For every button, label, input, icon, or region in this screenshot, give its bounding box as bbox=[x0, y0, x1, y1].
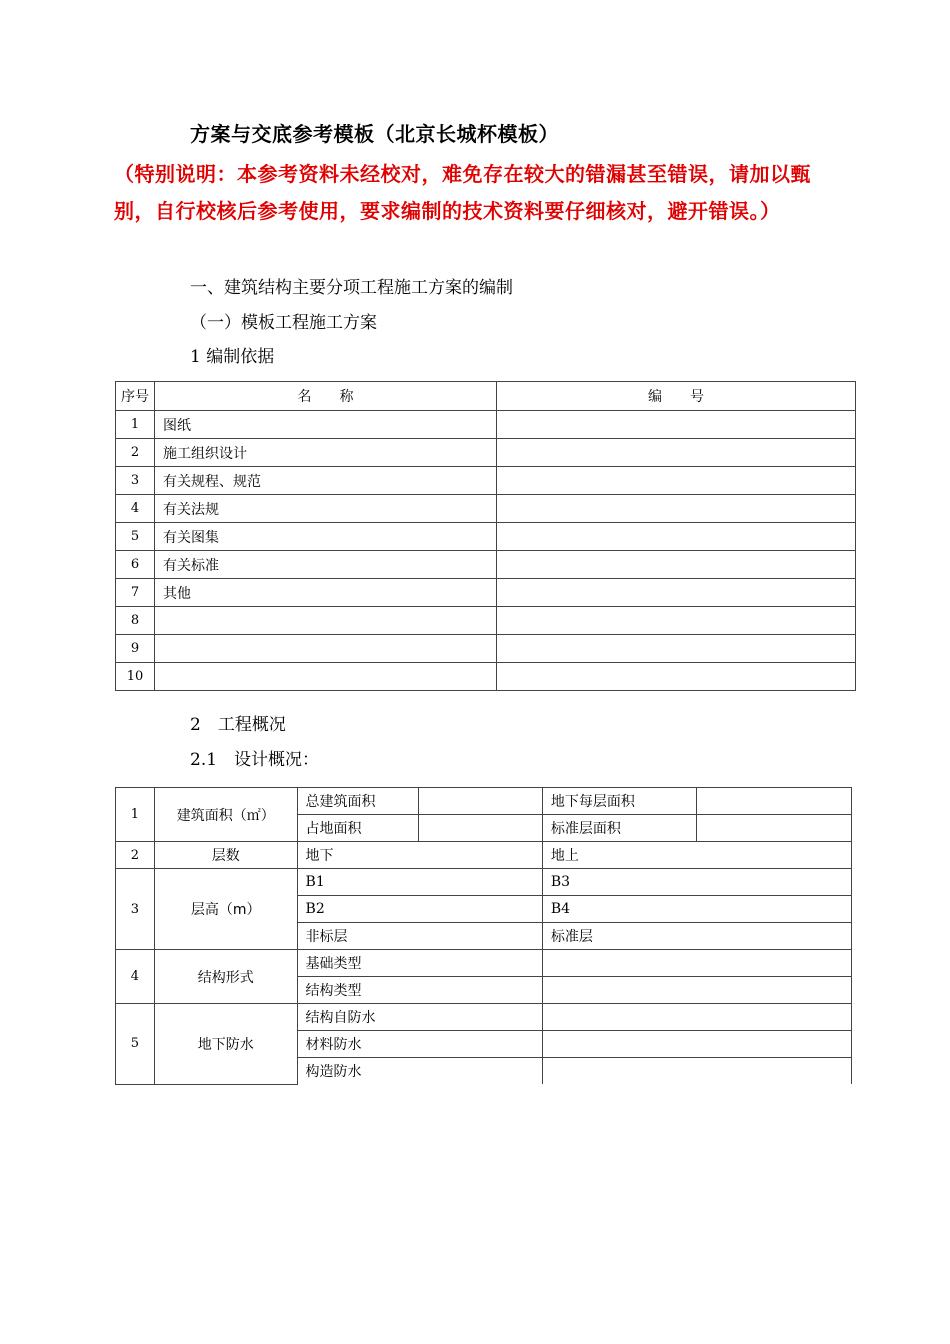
row-name: 施工组织设计 bbox=[155, 439, 497, 467]
field-label: 地下 bbox=[297, 842, 542, 869]
row-name: 其他 bbox=[155, 579, 497, 607]
design-overview-table bbox=[115, 787, 852, 1085]
row-num: 2 bbox=[116, 439, 155, 467]
field-value bbox=[697, 788, 852, 815]
field-label: 结构自防水 bbox=[297, 1004, 542, 1031]
field-label: 基础类型 bbox=[297, 950, 542, 977]
field-value bbox=[542, 1004, 851, 1031]
field-label: 占地面积 bbox=[297, 815, 419, 842]
field-label: B4 bbox=[542, 896, 851, 923]
row-name bbox=[155, 663, 497, 691]
table-row bbox=[116, 467, 856, 495]
table-row bbox=[116, 579, 856, 607]
row-code bbox=[497, 635, 856, 663]
row-num: 4 bbox=[116, 950, 155, 1004]
row-code bbox=[497, 495, 856, 523]
field-label: 标准层面积 bbox=[542, 815, 697, 842]
header-num: 序号 bbox=[116, 382, 155, 411]
field-label: 总建筑面积 bbox=[297, 788, 419, 815]
row-num: 3 bbox=[116, 467, 155, 495]
table-row bbox=[116, 495, 856, 523]
table-header-row bbox=[116, 382, 856, 411]
row-code bbox=[497, 607, 856, 635]
field-label: 结构类型 bbox=[297, 977, 542, 1004]
basis-heading: 1 编制依据 bbox=[190, 347, 275, 367]
field-value bbox=[542, 977, 851, 1004]
overview-heading: 2 工程概况 bbox=[190, 715, 286, 735]
table-row bbox=[116, 523, 856, 551]
row-num: 1 bbox=[116, 411, 155, 439]
row-name: 有关法规 bbox=[155, 495, 497, 523]
table-row bbox=[116, 869, 852, 896]
row-category: 建筑面积（㎡） bbox=[154, 788, 297, 842]
table-row bbox=[116, 439, 856, 467]
row-code bbox=[497, 663, 856, 691]
field-label: 材料防水 bbox=[297, 1031, 542, 1058]
row-code bbox=[497, 523, 856, 551]
row-code bbox=[497, 439, 856, 467]
basis-table bbox=[115, 381, 856, 691]
table-row bbox=[116, 411, 856, 439]
table-row bbox=[116, 635, 856, 663]
field-label: 地上 bbox=[542, 842, 851, 869]
row-num: 10 bbox=[116, 663, 155, 691]
table-row bbox=[116, 788, 852, 815]
row-code bbox=[497, 579, 856, 607]
field-label: 构造防水 bbox=[297, 1058, 542, 1085]
table-row bbox=[116, 551, 856, 579]
section-heading: 一、建筑结构主要分项工程施工方案的编制 bbox=[190, 278, 513, 298]
row-num: 8 bbox=[116, 607, 155, 635]
table-row bbox=[116, 663, 856, 691]
row-num: 4 bbox=[116, 495, 155, 523]
row-num: 1 bbox=[116, 788, 155, 842]
field-value bbox=[542, 1031, 851, 1058]
field-label: 非标层 bbox=[297, 923, 542, 950]
field-label: 标准层 bbox=[542, 923, 851, 950]
table-row bbox=[116, 842, 852, 869]
row-name bbox=[155, 607, 497, 635]
field-value bbox=[697, 815, 852, 842]
row-num: 2 bbox=[116, 842, 155, 869]
row-num: 5 bbox=[116, 523, 155, 551]
field-label: B1 bbox=[297, 869, 542, 896]
row-name: 有关图集 bbox=[155, 523, 497, 551]
row-category: 层数 bbox=[154, 842, 297, 869]
row-name: 有关规程、规范 bbox=[155, 467, 497, 495]
header-name: 名 称 bbox=[155, 382, 497, 411]
row-code bbox=[497, 467, 856, 495]
design-heading: 2.1 设计概况： bbox=[190, 750, 320, 770]
subsection-heading: （一）模板工程施工方案 bbox=[190, 313, 377, 333]
row-name: 图纸 bbox=[155, 411, 497, 439]
row-category: 层高（m） bbox=[154, 869, 297, 950]
header-code: 编 号 bbox=[497, 382, 856, 411]
row-name: 有关标准 bbox=[155, 551, 497, 579]
field-label: B3 bbox=[542, 869, 851, 896]
field-label: 地下每层面积 bbox=[542, 788, 697, 815]
row-name bbox=[155, 635, 497, 663]
row-num: 6 bbox=[116, 551, 155, 579]
field-value bbox=[542, 1058, 851, 1085]
table-row bbox=[116, 950, 852, 977]
field-value bbox=[542, 950, 851, 977]
row-num: 5 bbox=[116, 1004, 155, 1085]
field-value bbox=[419, 815, 543, 842]
notice-text: （特别说明：本参考资料未经校对，难免存在较大的错漏甚至错误，请加以甄别，自行校核后参考使用，要求编制的技术资料要仔细核对，避开错误。） bbox=[114, 162, 811, 223]
table-row bbox=[116, 607, 856, 635]
field-label: B2 bbox=[297, 896, 542, 923]
row-category: 地下防水 bbox=[154, 1004, 297, 1085]
table-row bbox=[116, 1004, 852, 1031]
field-value bbox=[419, 788, 543, 815]
row-num: 9 bbox=[116, 635, 155, 663]
row-code bbox=[497, 551, 856, 579]
row-category: 结构形式 bbox=[154, 950, 297, 1004]
row-code bbox=[497, 411, 856, 439]
row-num: 7 bbox=[116, 579, 155, 607]
row-num: 3 bbox=[116, 869, 155, 950]
document-title: 方案与交底参考模板（北京长城杯模板） bbox=[190, 122, 559, 146]
